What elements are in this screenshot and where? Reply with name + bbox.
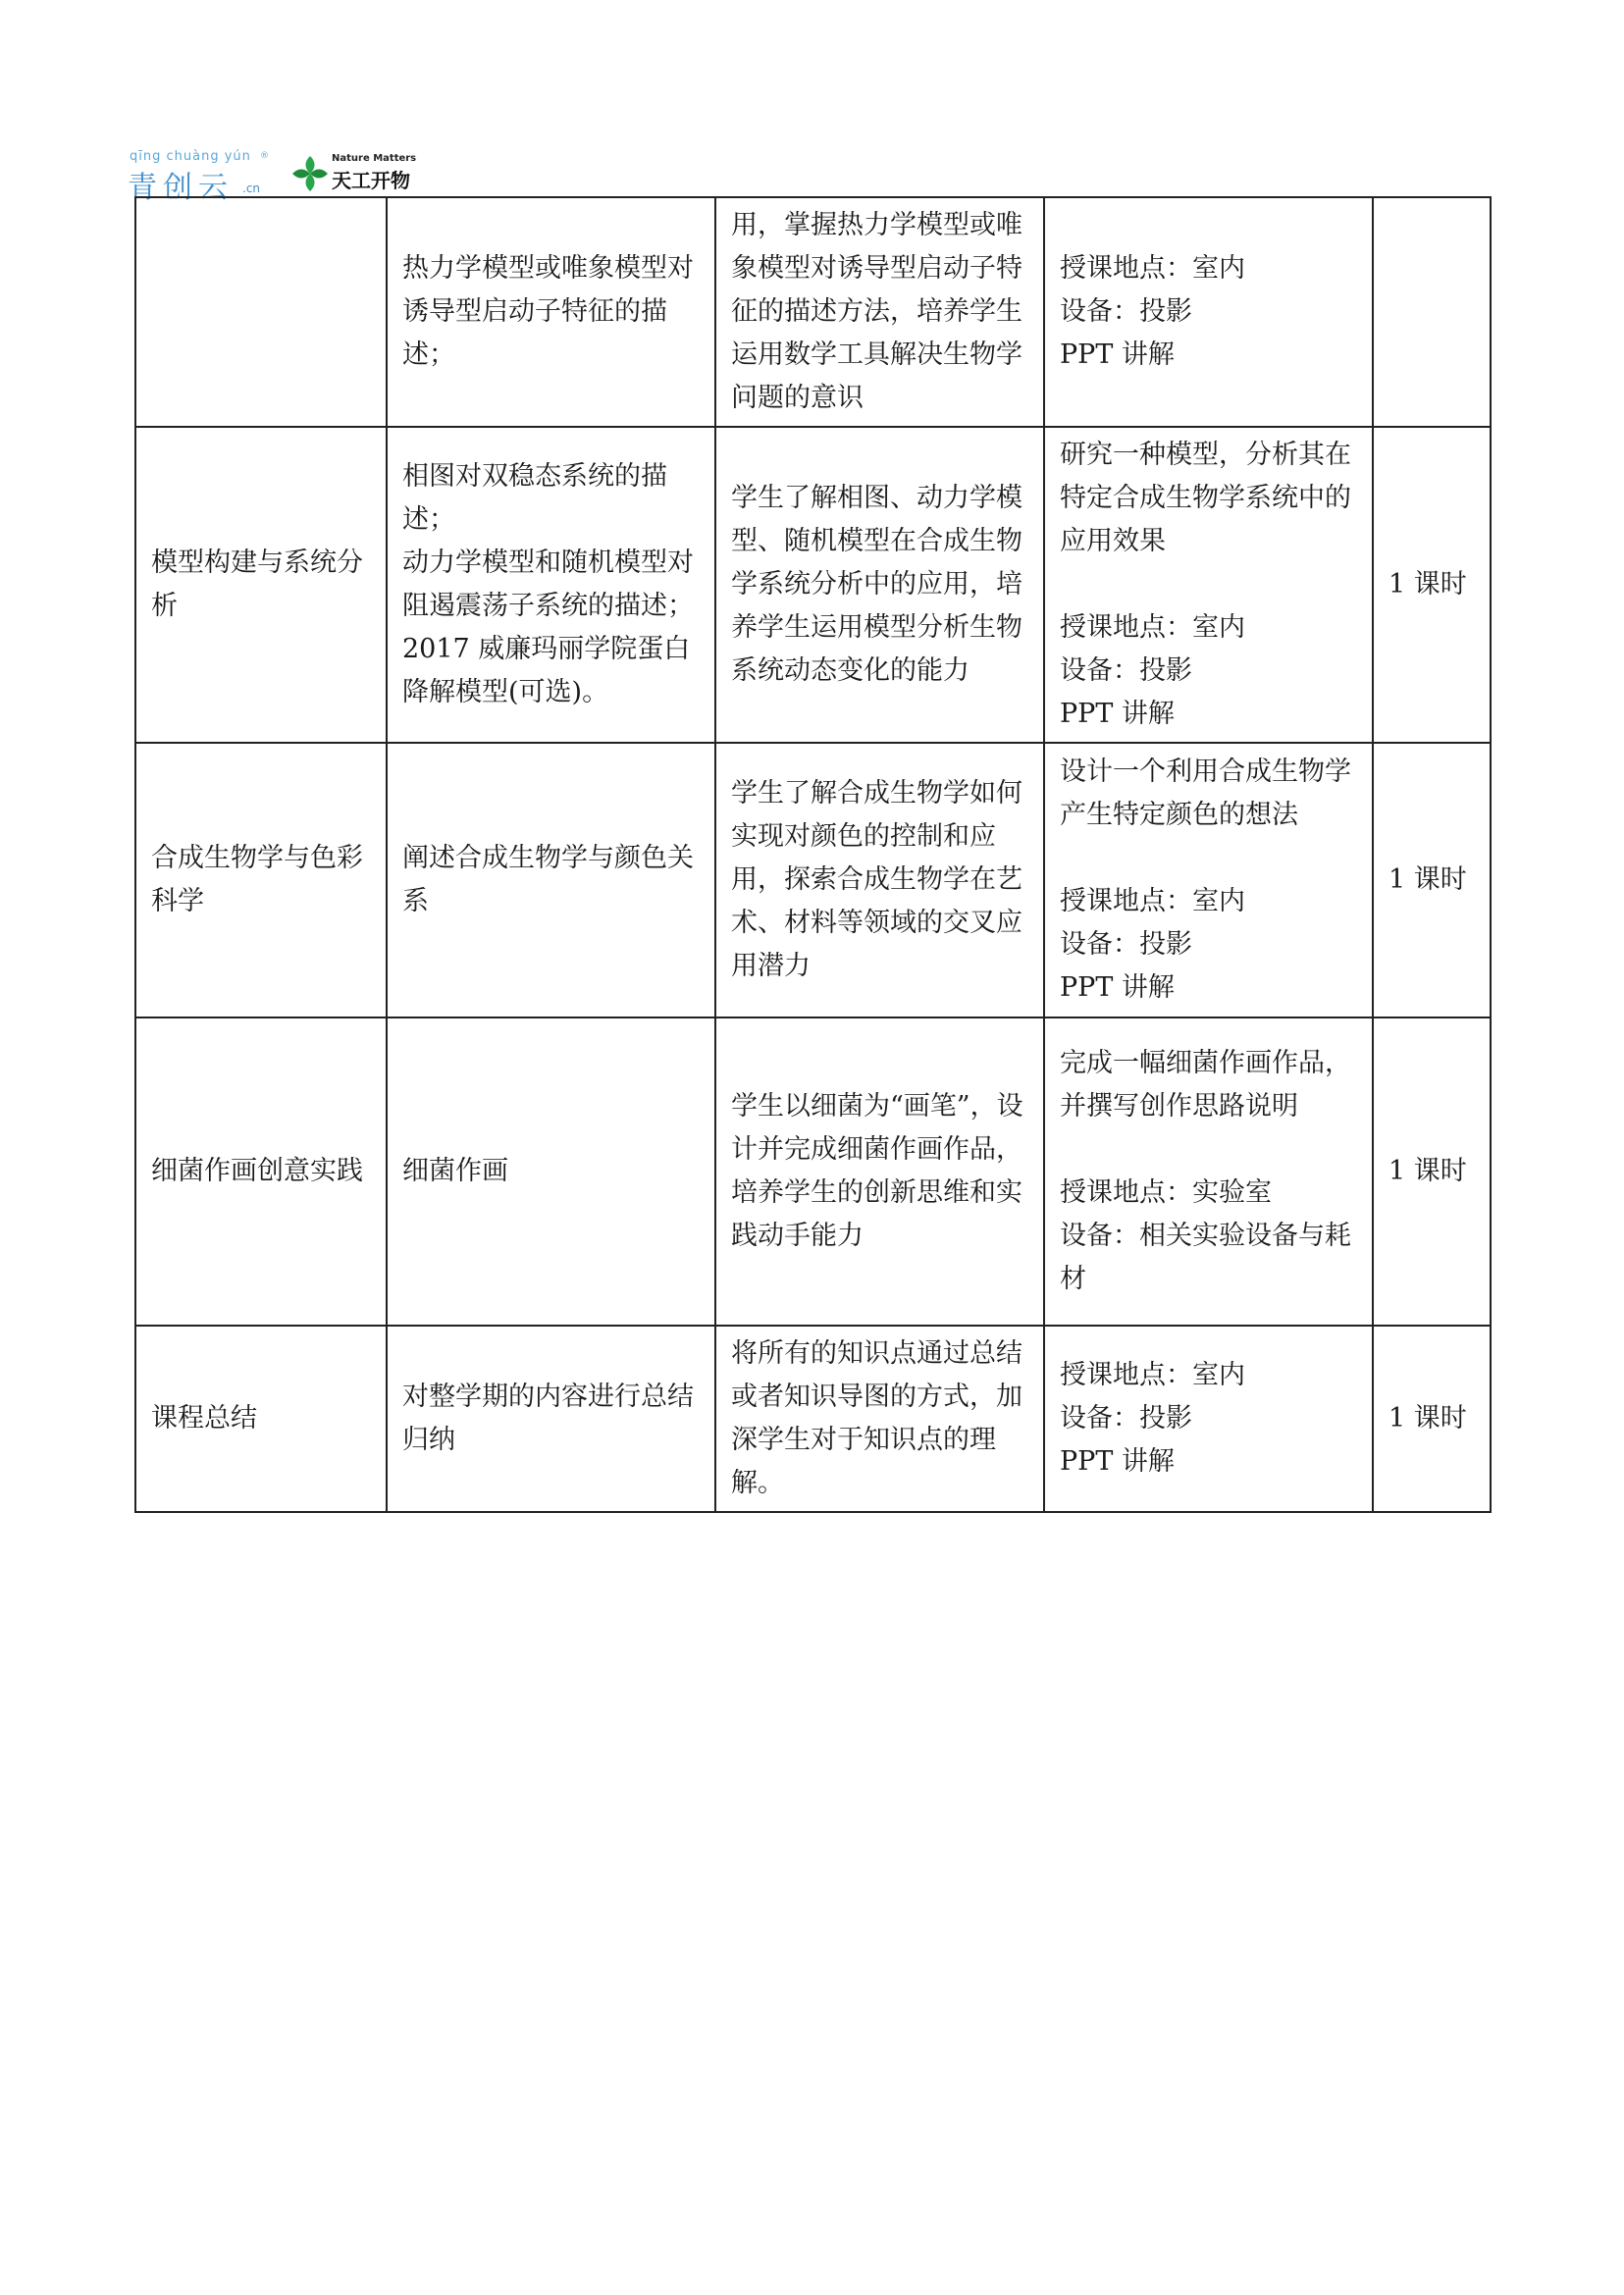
hours-cell: 1 课时 <box>1373 1326 1491 1512</box>
registered-mark: ® <box>260 151 269 161</box>
method-text: PPT 讲解 <box>1060 339 1175 370</box>
method-text: PPT 讲解 <box>1060 972 1175 1003</box>
tgkw-logo <box>289 153 427 196</box>
topic-cell: 模型构建与系统分析 <box>135 427 387 743</box>
content-cell: 热力学模型或唯象模型对诱导型启动子特征的描述； <box>387 197 715 427</box>
content-cell: 细菌作画 <box>387 1017 715 1326</box>
goal-cell: 学生了解相图、动力学模型、随机模型在合成生物学系统分析中的应用，培养学生运用模型分析生物系统动态变化的能力 <box>715 427 1044 743</box>
table-row <box>135 1326 1491 1512</box>
content-cell <box>387 427 715 743</box>
qcy-logo-icon <box>128 147 275 205</box>
table-row <box>135 743 1491 1017</box>
goal-cell: 将所有的知识点通过总结或者知识导图的方式，加深学生对于知识点的理解。 <box>715 1326 1044 1512</box>
spacer <box>1060 837 1358 880</box>
qcy-name: 青创云 <box>128 171 234 205</box>
tgkw-name: 天工开物 <box>332 169 410 192</box>
method-text: PPT 讲解 <box>1060 1446 1175 1477</box>
place-text: 授课地点：室内 <box>1060 1360 1245 1390</box>
qcy-suffix: .cn <box>242 182 261 195</box>
goal-cell: 用，掌握热力学模型或唯象模型对诱导型启动子特征的描述方法，培养学生运用数学工具解决生物学问题的意识 <box>715 197 1044 427</box>
equipment-text: 设备：投影 <box>1060 296 1192 327</box>
equipment-text: 设备：投影 <box>1060 655 1192 686</box>
hours-cell: 1 课时 <box>1373 743 1491 1017</box>
equipment-text: 设备：投影 <box>1060 929 1192 960</box>
arrangement-cell <box>1044 743 1373 1017</box>
hours-cell: 1 课时 <box>1373 427 1491 743</box>
place-text: 授课地点：室内 <box>1060 886 1245 916</box>
qcy-pinyin: qīng chuàng yún <box>130 149 251 164</box>
arrangement-cell <box>1044 1326 1373 1512</box>
tgkw-subtitle: Nature Matters <box>332 153 417 164</box>
task-text: 完成一幅细菌作画作品，并撰写创作思路说明 <box>1060 1048 1351 1121</box>
goal-cell: 学生以细菌为“画笔”，设计并完成细菌作画作品，培养学生的创新思维和实践动手能力 <box>715 1017 1044 1326</box>
method-text: PPT 讲解 <box>1060 699 1175 729</box>
spacer <box>1060 563 1358 606</box>
place-text: 授课地点：实验室 <box>1060 1177 1272 1208</box>
goal-cell: 学生了解合成生物学如何实现对颜色的控制和应用，探索合成生物学在艺术、材料等领域的交叉应用潜力 <box>715 743 1044 1017</box>
content-cell: 阐述合成生物学与颜色关系 <box>387 743 715 1017</box>
content-cell: 对整学期的内容进行总结归纳 <box>387 1326 715 1512</box>
topic-cell: 合成生物学与色彩科学 <box>135 743 387 1017</box>
topic-cell: 细菌作画创意实践 <box>135 1017 387 1326</box>
table-row <box>135 197 1491 427</box>
place-text: 授课地点：室内 <box>1060 612 1245 643</box>
arrangement-cell <box>1044 1017 1373 1326</box>
course-schedule-table <box>134 196 1492 1513</box>
place-text: 授课地点：室内 <box>1060 253 1245 284</box>
content-line: 动力学模型和随机模型对阻遏震荡子系统的描述； <box>402 548 694 621</box>
arrangement-cell <box>1044 427 1373 743</box>
content-line: 2017 威廉玛丽学院蛋白降解模型(可选)。 <box>402 634 691 707</box>
task-text: 设计一个利用合成生物学产生特定颜色的想法 <box>1060 756 1351 830</box>
topic-cell <box>135 197 387 427</box>
content-line: 相图对双稳态系统的描述； <box>402 461 667 535</box>
arrangement-cell <box>1044 197 1373 427</box>
tgkw-leaf-icon <box>289 153 331 194</box>
equipment-text: 设备：投影 <box>1060 1403 1192 1434</box>
spacer <box>1060 1128 1358 1172</box>
hours-cell <box>1373 197 1491 427</box>
equipment-text: 设备：相关实验设备与耗材 <box>1060 1221 1351 1294</box>
task-text: 研究一种模型，分析其在特定合成生物学系统中的应用效果 <box>1060 440 1351 556</box>
hours-cell: 1 课时 <box>1373 1017 1491 1326</box>
topic-cell: 课程总结 <box>135 1326 387 1512</box>
table-row <box>135 427 1491 743</box>
table-row <box>135 1017 1491 1326</box>
